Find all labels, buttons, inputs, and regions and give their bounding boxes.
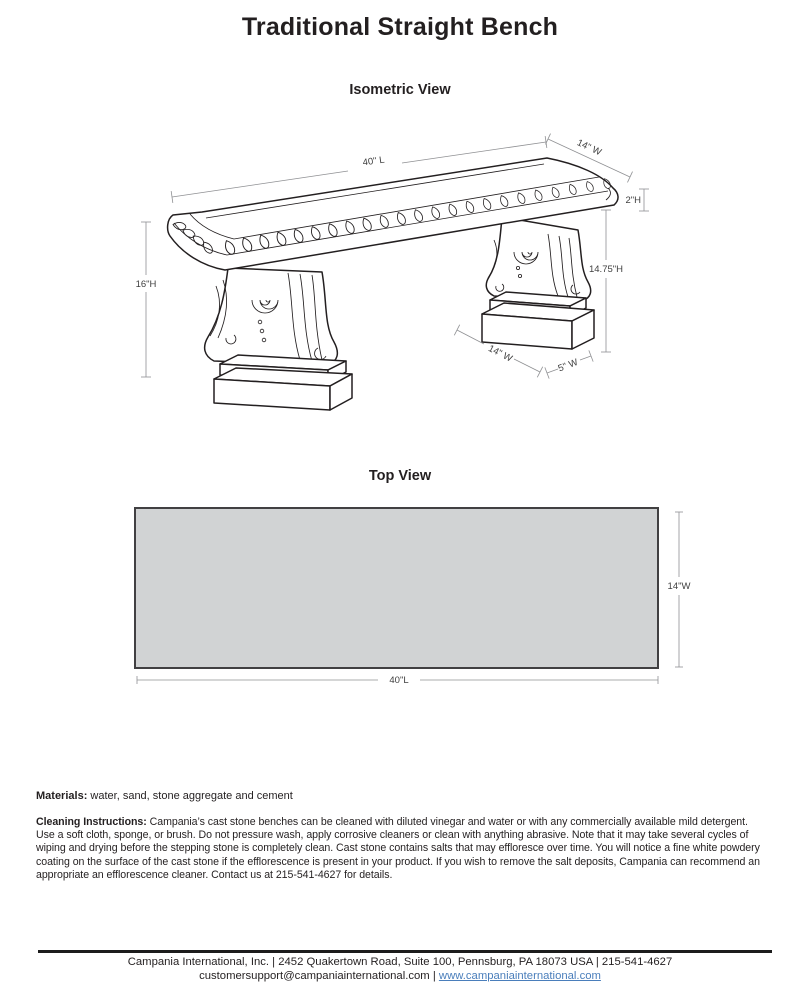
materials-text: water, sand, stone aggregate and cement [90,790,293,802]
dim-label-base-width: 14" W [486,343,515,365]
dim-label-length: 40" L [362,154,386,169]
top-view-length-label: 40"L [389,675,409,686]
cleaning-instructions [36,816,760,882]
cleaning-line: appropriate an efflorescence cleaner. Contact us at 215-541-4627 for details. [36,868,393,881]
dim-label-top-width: 14" W [575,137,603,159]
isometric-view-heading: Isometric View [349,82,451,98]
materials-line [36,790,293,802]
cleaning-line: Cleaning Instructions: Campania’s cast stone benches can be cleaned with diluted vinegar and water or with any commercially available mild detergent. [36,816,748,828]
cleaning-line: Use a soft cloth, sponge, or brush. Do not pressure wash, apply corrosive cleaners or clean with anything abrasive. Note that it may take several cycles of [36,829,749,842]
top-view-width-label: 14"W [667,581,691,592]
footer-separator: | [432,970,436,982]
footer-contact-line [0,970,800,982]
isometric-drawing [110,120,690,440]
dim-label-leg-height: 14.75"H [588,264,624,275]
bench-right-leg [482,217,594,349]
cleaning-line: wiping and drying before the stepping stone is completely clean. Cast stone contains salts that may effloresce over time. You will notice a fine white powdery [36,842,760,855]
bench-top-rectangle [135,508,658,668]
cleaning-label: Cleaning Instructions: [36,816,147,828]
footer-company-line: Campania International, Inc. | 2452 Quakertown Road, Suite 100, Pennsburg, PA 18073 USA | 215-541-4627 [127,956,673,968]
top-view-drawing [100,455,720,695]
top-view-heading: Top View [368,468,432,484]
materials-label: Materials: [36,790,88,802]
footer-email: customersupport@campaniainternational.com [199,970,430,982]
footer-website-link[interactable]: www.campaniainternational.com [438,970,601,982]
page-title: Traditional Straight Bench [241,13,559,41]
dim-label-overall-height: 16"H [135,279,157,290]
dim-label-thickness: 2"H [625,195,641,206]
footer-divider [38,950,772,953]
dim-label-base-depth: 5" W [556,356,580,375]
bench-left-leg [205,268,352,410]
cleaning-line: coating on the surface of the cast stone if the efflorescence is present in your product. If you wish to remove the salt deposits, Campania can recommend an [36,855,760,868]
